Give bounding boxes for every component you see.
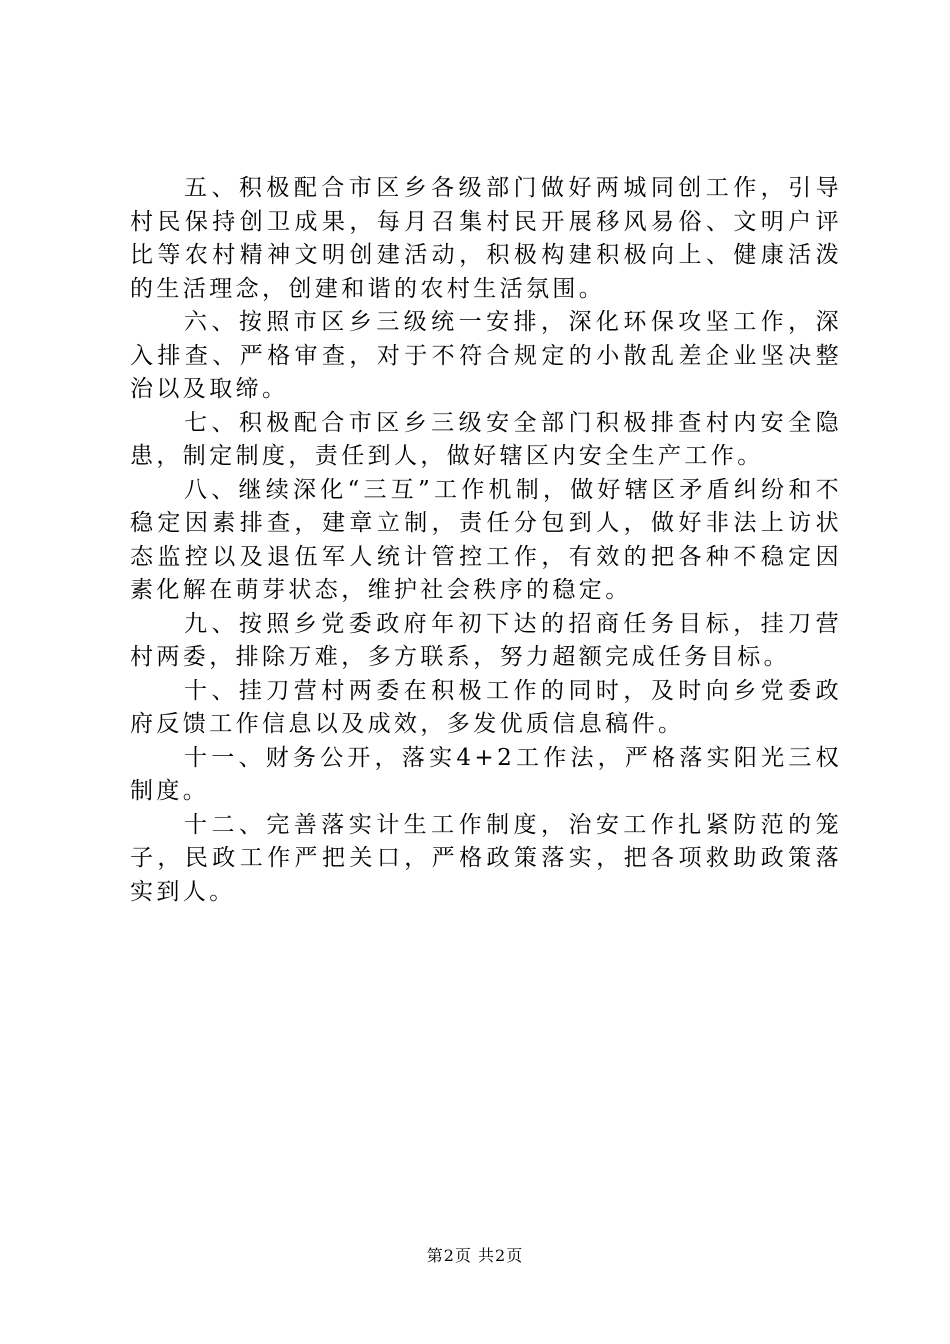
paragraph-7: 七、积极配合市区乡三级安全部门积极排查村内安全隐患，制定制度，责任到人，做好辖区内安全生产工作。 xyxy=(130,409,842,469)
paragraph-8: 八、继续深化“三互”工作机制，做好辖区矛盾纠纷和不稳定因素排查，建章立制，责任分包到人，做好非法上访状态监控以及退伍军人统计管控工作，有效的把各种不稳定因素化解在萌芽状态，维护社会秩序的稳定。 xyxy=(130,476,842,603)
page-number: 第2页 共2页 xyxy=(426,1246,524,1265)
paragraph-10: 十、挂刀营村两委在积极工作的同时，及时向乡党委政府反馈工作信息以及成效，多发优质信息稿件。 xyxy=(130,677,842,737)
paragraph-6: 六、按照市区乡三级统一安排，深化环保攻坚工作，深入排查、严格审查，对于不符合规定的小散乱差企业坚决整治以及取缔。 xyxy=(130,309,842,402)
paragraph-5: 五、积极配合市区乡各级部门做好两城同创工作，引导村民保持创卫成果，每月召集村民开展移风易俗、文明户评比等农村精神文明创建活动，积极构建积极向上、健康活泼的生活理念，创建和谐的农村生活氛围。 xyxy=(130,175,842,302)
page-footer xyxy=(0,1243,950,1266)
paragraph-12: 十二、完善落实计生工作制度，治安工作扎紧防范的笼子，民政工作严把关口，严格政策落实，把各项救助政策落实到人。 xyxy=(130,811,842,905)
document-body xyxy=(130,172,842,909)
paragraph-11: 十一、财务公开，落实4+2工作法，严格落实阳光三权制度。 xyxy=(130,744,842,804)
paragraph-9: 九、按照乡党委政府年初下达的招商任务目标，挂刀营村两委，排除万难，多方联系，努力超额完成任务目标。 xyxy=(130,610,842,670)
